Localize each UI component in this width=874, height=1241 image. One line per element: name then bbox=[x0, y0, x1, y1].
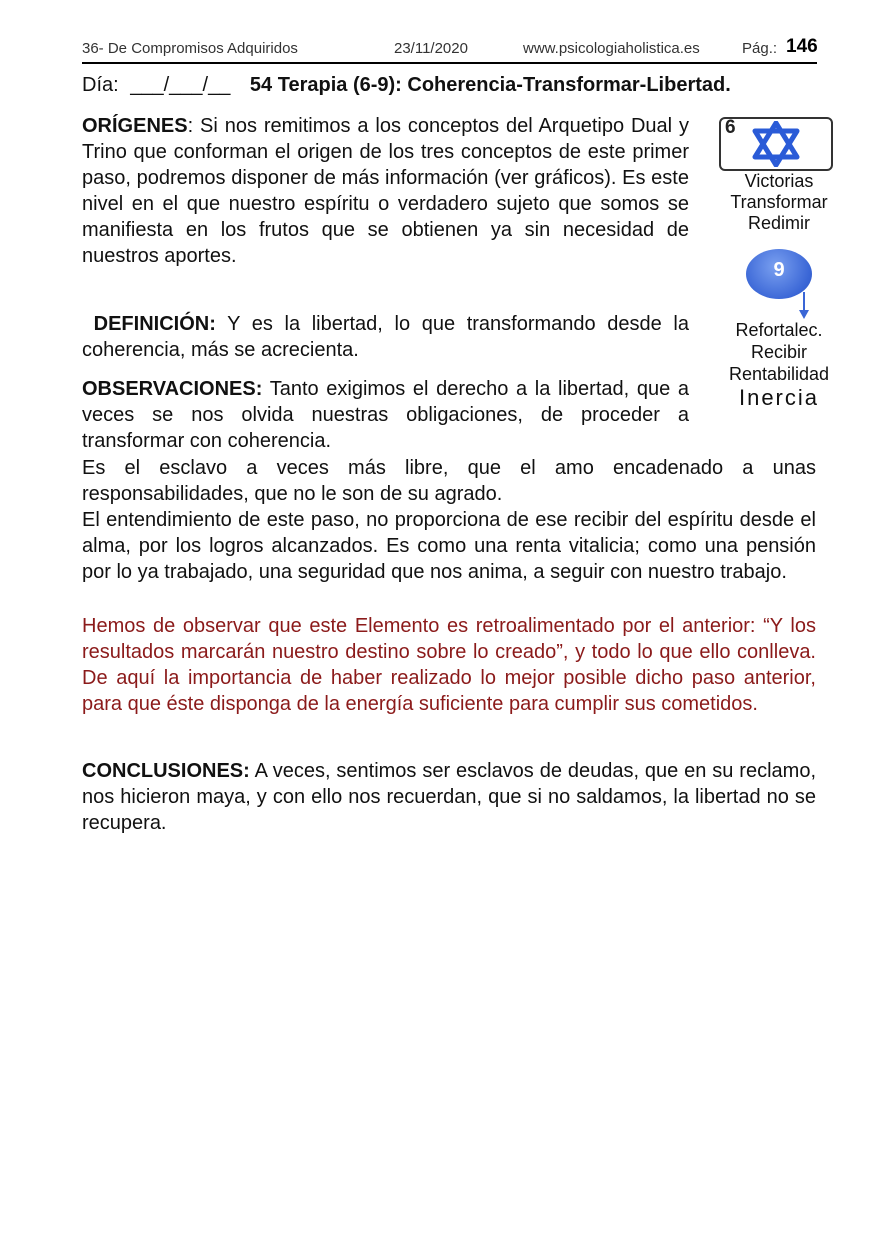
conclusiones-text: A veces, sentimos ser esclavos de deudas, que en su reclamo, nos hicieron maya, y con ello nos recuerdan, que si no saldamos, la libertad no se recupera. bbox=[82, 760, 816, 834]
origenes-text: : Si nos remitimos a los conceptos del Arquetipo Dual y Trino que conforman el origen de los tres conceptos de este primer paso, podremos disponer de más información (ver gráficos). Es este nivel en el que nuestro espíritu o verdadero sujeto que somos se manifiesta en los frutos que se obtienen ya sin necesidad de nuestros aportes. bbox=[82, 115, 689, 267]
arquetipo-graphic bbox=[706, 114, 852, 414]
header-page-number: 146 bbox=[786, 36, 818, 57]
dia-label: Día: bbox=[82, 74, 119, 96]
header-date: 23/11/2020 bbox=[394, 40, 468, 57]
observaciones-paragraph-3: El entendimiento de este paso, no proporciona de ese recibir del espíritu desde el alma, por los logros alcanzados. Es como una renta vitalicia; como una pensión por lo ya trabajado, una seguridad que nos anima, a seguir con nuestro trabajo. bbox=[82, 509, 816, 583]
label-redimir: Redimir bbox=[747, 213, 810, 233]
header-chapter: 36- De Compromisos Adquiridos bbox=[82, 40, 298, 57]
number-six-box bbox=[719, 117, 833, 171]
label-recibir: Recibir bbox=[750, 342, 807, 362]
title-line bbox=[82, 74, 822, 97]
down-arrow-icon bbox=[798, 292, 810, 320]
label-refortalec: Refortalec. bbox=[735, 320, 823, 340]
observaciones-text: Tanto exigimos el derecho a la libertad, que a veces se nos olvida nuestras obligaciones, de proceder a transformar con coherencia. bbox=[82, 378, 689, 452]
observaciones-paragraph bbox=[82, 376, 689, 454]
label-victorias: Victorias bbox=[744, 171, 814, 191]
definicion-heading: DEFINICIÓN: bbox=[93, 313, 216, 335]
header-site-link[interactable]: www.psicologiaholistica.es bbox=[523, 40, 700, 57]
conclusiones-heading: CONCLUSIONES: bbox=[82, 760, 250, 782]
number-six: 6 bbox=[725, 117, 736, 138]
definicion-text: Y es la libertad, lo que transformando desde la coherencia, más se acrecienta. bbox=[82, 313, 689, 361]
definicion-paragraph bbox=[82, 311, 689, 363]
number-nine: 9 bbox=[773, 259, 785, 281]
header-page-label: Pág.: bbox=[742, 40, 778, 57]
label-inercia: Inercia bbox=[738, 385, 820, 410]
observaciones-paragraph-red: Hemos de observar que este Elemento es retroalimentado por el anterior: “Y los resultados marcarán nuestro destino sobre lo creado”, y todo lo que ello conlleva. De aquí la importancia de haber realizado lo mejor posible dicho paso anterior, para que éste disponga de la energía suficiente para cumplir sus cometidos. bbox=[82, 615, 816, 715]
observaciones-paragraph-2: Es el esclavo a veces más libre, que el amo encadenado a unas responsabilidades, que no le son de su agrado. bbox=[82, 457, 816, 505]
origenes-heading: ORÍGENES bbox=[82, 115, 188, 137]
page-title: 54 Terapia (6-9): Coherencia-Transformar-Libertad. bbox=[249, 74, 731, 96]
origenes-paragraph bbox=[82, 113, 689, 269]
conclusiones-paragraph bbox=[82, 758, 816, 836]
page-header bbox=[82, 38, 817, 64]
label-transformar: Transformar bbox=[730, 192, 828, 212]
date-blanks: ___/___/__ bbox=[130, 74, 231, 96]
star-of-david-icon bbox=[751, 121, 801, 167]
observaciones-heading: OBSERVACIONES: bbox=[82, 378, 263, 400]
label-rentabilidad: Rentabilidad bbox=[728, 364, 830, 384]
